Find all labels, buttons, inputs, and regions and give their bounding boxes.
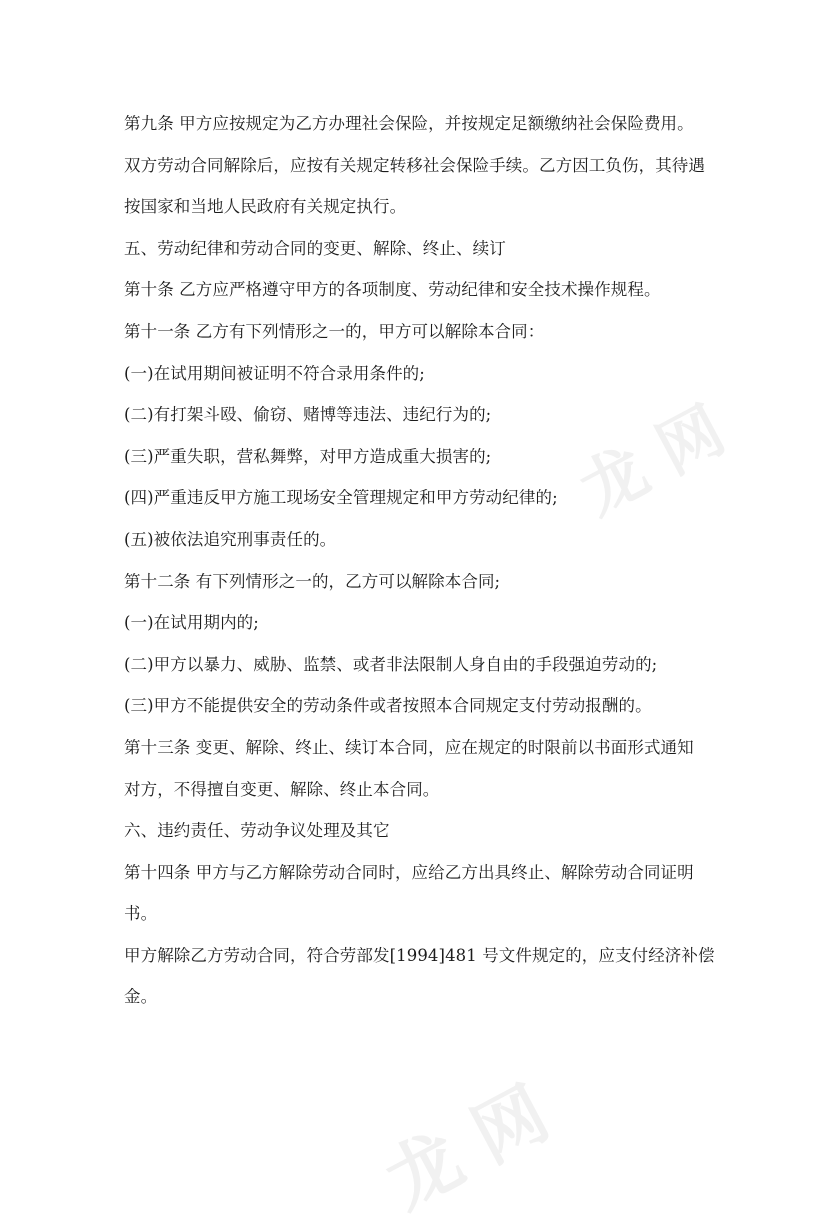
text-line: 第九条 甲方应按规定为乙方办理社会保险，并按规定足额缴纳社会保险费用。: [124, 114, 694, 133]
text-line: 第十一条 乙方有下列情形之一的，甲方可以解除本合同：: [124, 321, 545, 341]
text-line: 对方，不得擅自变更、解除、终止本合同。: [124, 779, 440, 799]
section-heading: 六、违约责任、劳动争议处理及其它: [124, 821, 390, 841]
text-line: 第十四条 甲方与乙方解除劳动合同时，应给乙方出具终止、解除劳动合同证明: [124, 862, 694, 882]
text-line: 按国家和当地人民政府有关规定执行。: [124, 197, 407, 217]
text-line: 金。: [124, 987, 158, 1007]
list-item: (三)甲方不能提供安全的劳动条件或者按照本合同规定支付劳动报酬的。: [124, 696, 652, 716]
text-line: 第十二条 有下列情形之一的，乙方可以解除本合同;: [124, 571, 501, 591]
watermark: 龙 网: [372, 1070, 562, 1225]
list-item: (二)有打架斗殴、偷窃、赌博等违法、违纪行为的;: [124, 405, 492, 425]
text-line: 甲方解除乙方劳动合同，符合劳部发[1994]481 号文件规定的，应支付经济补偿: [124, 945, 715, 965]
list-item: (四)严重违反甲方施工现场安全管理规定和甲方劳动纪律的;: [124, 488, 558, 508]
list-item: (一)在试用期内的;: [124, 613, 259, 633]
list-item: (二)甲方以暴力、威胁、监禁、或者非法限制人身自由的手段强迫劳动的;: [124, 654, 658, 674]
section-heading: 五、劳动纪律和劳动合同的变更、解除、终止、续订: [124, 238, 506, 258]
list-item: (一)在试用期间被证明不符合录用条件的;: [124, 363, 425, 383]
document-body: [124, 103, 724, 1018]
text-line: 第十三条 变更、解除、终止、续订本合同，应在规定的时限前以书面形式通知: [124, 737, 694, 757]
text-line: 双方劳动合同解除后，应按有关规定转移社会保险手续。乙方因工负伤，其待遇: [124, 155, 705, 175]
list-item: (五)被依法追究刑事责任的。: [124, 529, 337, 549]
list-item: (三)严重失职，营私舞弊，对甲方造成重大损害的;: [124, 446, 492, 466]
text-line: 书。: [124, 904, 158, 924]
watermark: 龙 网: [569, 393, 737, 530]
text-line: 第十条 乙方应严格遵守甲方的各项制度、劳动纪律和安全技术操作规程。: [124, 280, 661, 300]
